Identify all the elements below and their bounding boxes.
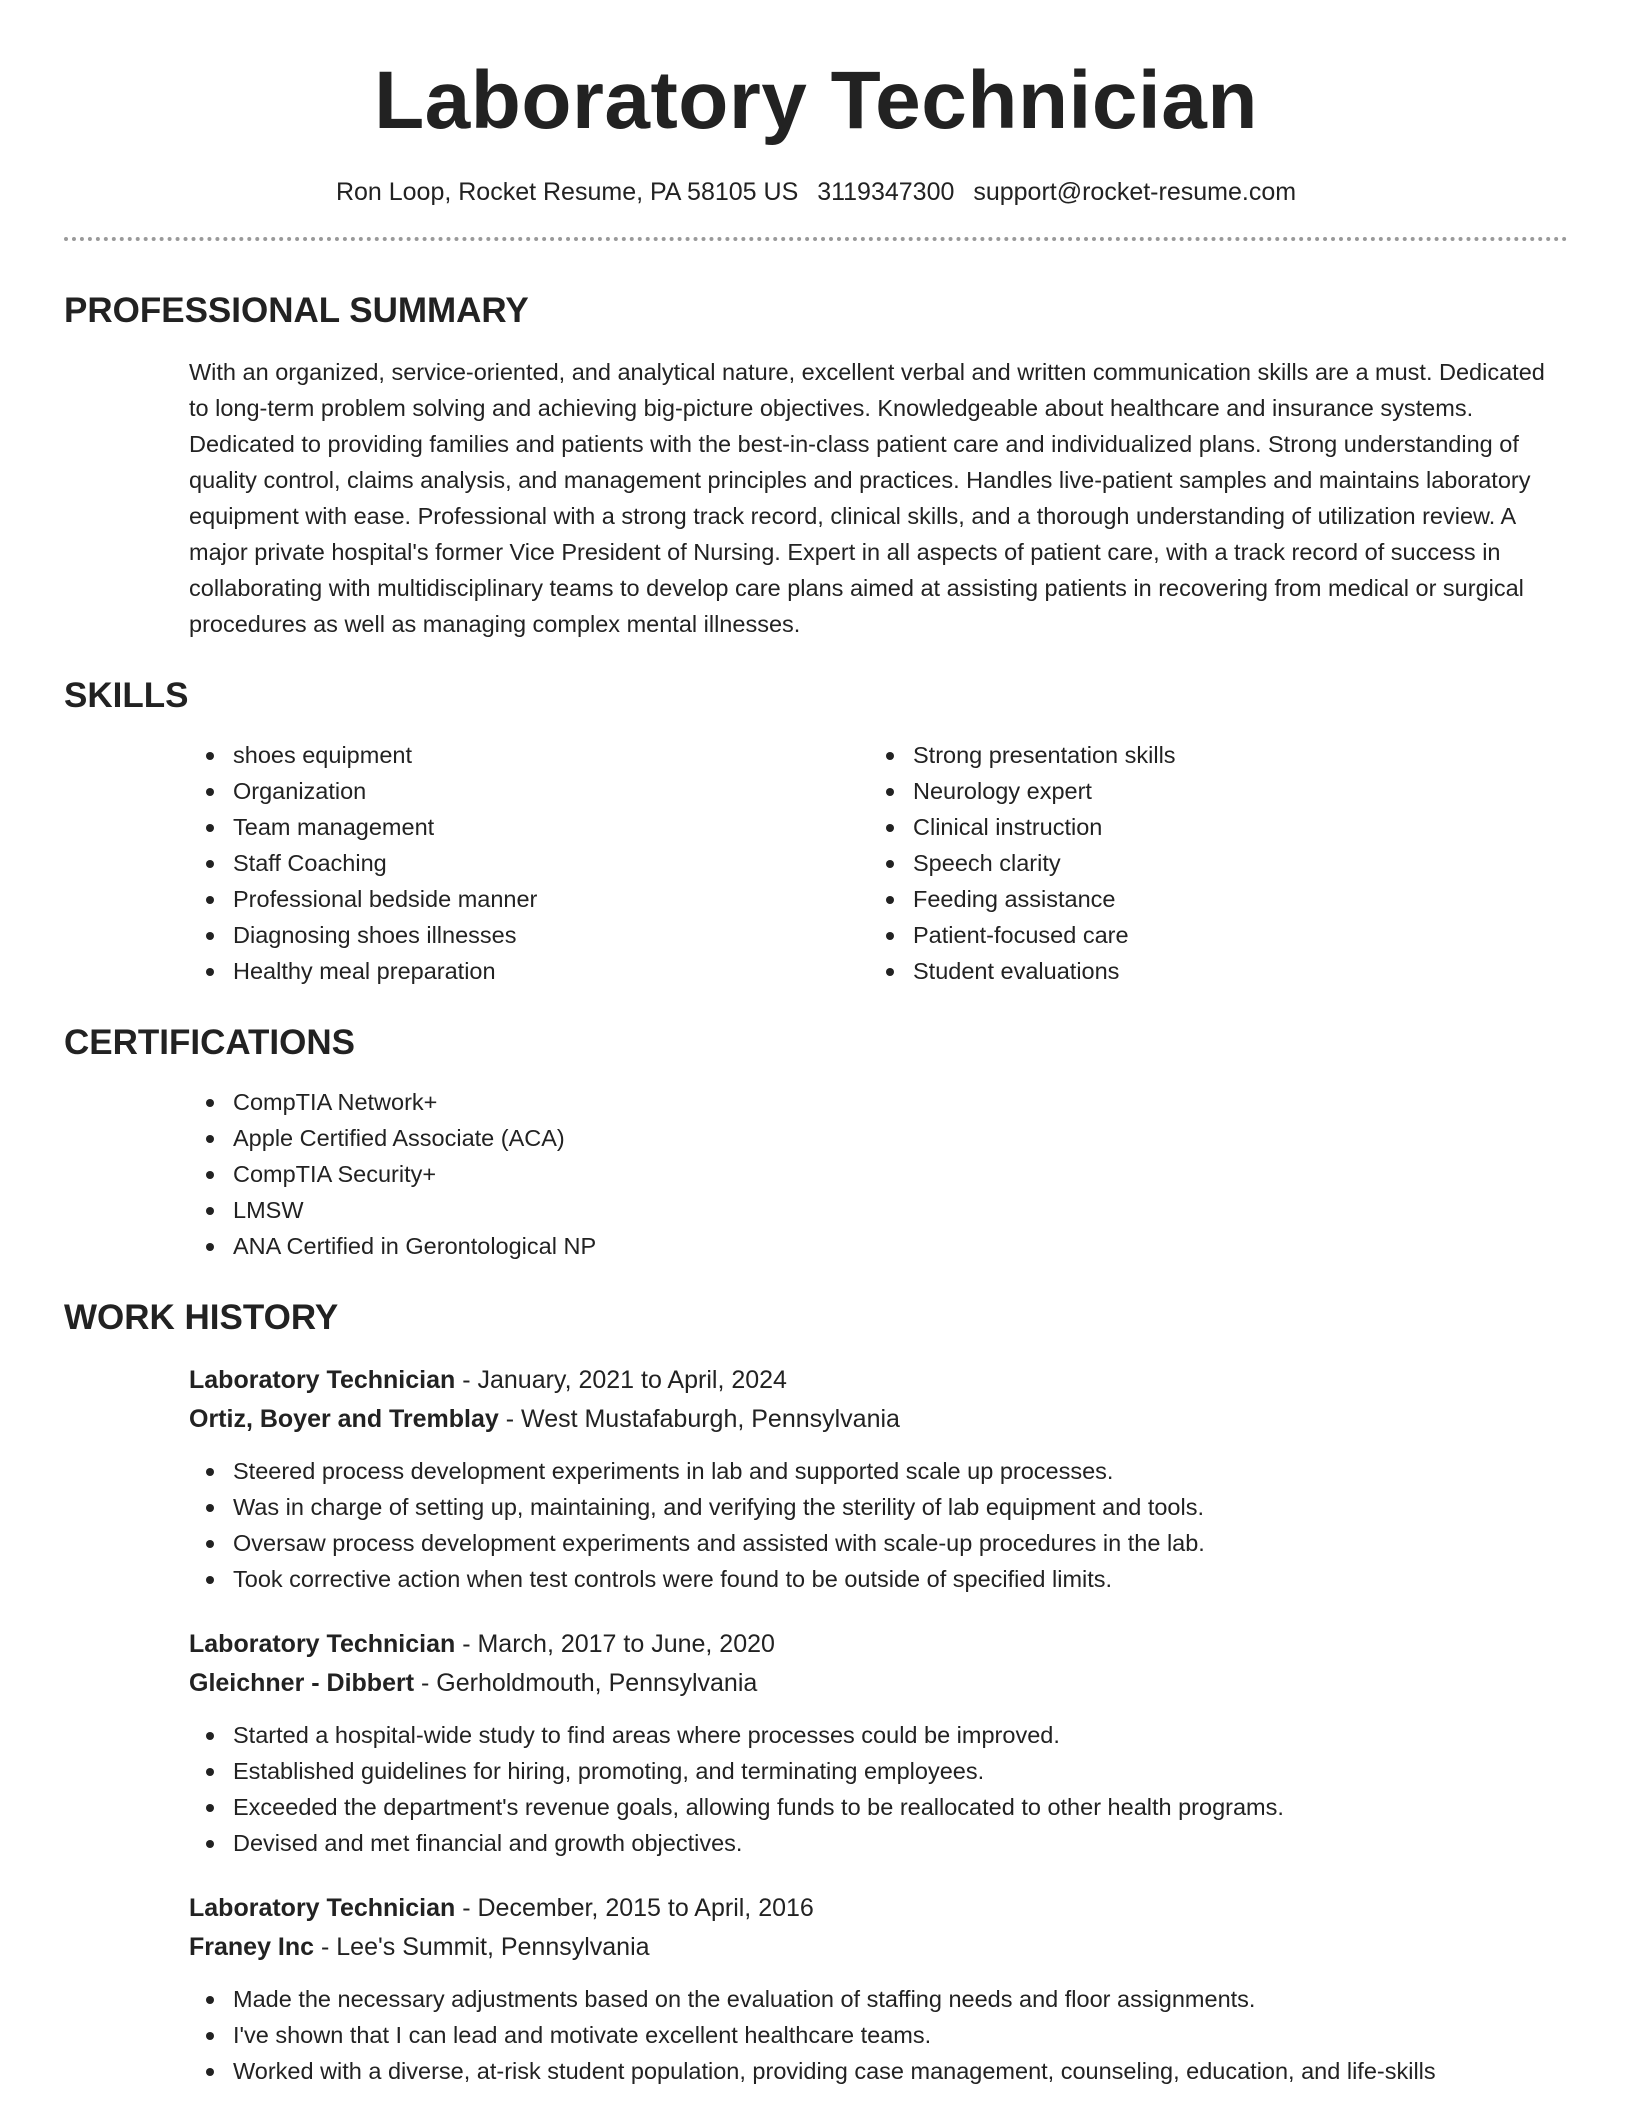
resume-page [64, 0, 1568, 2089]
certification-item: ANA Certified in Gerontological NP [189, 1228, 1568, 1264]
skill-item: Staff Coaching [189, 845, 869, 881]
job-company: Ortiz, Boyer and Tremblay [189, 1405, 499, 1433]
skills-list-left [189, 737, 869, 989]
job-bullets [189, 1981, 1568, 2089]
skills-section [64, 678, 1568, 989]
job-bullets [189, 1717, 1568, 1861]
job-bullet: Started a hospital-wide study to find areas where processes could be improved. [189, 1717, 1568, 1753]
skill-item: Student evaluations [869, 953, 1549, 989]
skill-item: Professional bedside manner [189, 881, 869, 917]
job-dates: - January, 2021 to April, 2024 [455, 1366, 787, 1394]
job-title-line [189, 1625, 1568, 1664]
contact-phone: 3119347300 [817, 178, 955, 206]
skill-item: shoes equipment [189, 737, 869, 773]
job-bullets [189, 1453, 1568, 1597]
job-title: Laboratory Technician [189, 1630, 456, 1658]
summary-heading: PROFESSIONAL SUMMARY [64, 291, 529, 330]
skills-heading: SKILLS [64, 676, 189, 715]
job-bullet: Exceeded the department's revenue goals, allowing funds to be reallocated to other health programs. [189, 1789, 1568, 1825]
job-title-line [189, 1361, 1568, 1400]
job-company-line [189, 1928, 1568, 1967]
job-title-line [189, 1889, 1568, 1928]
job-entry [189, 1625, 1568, 1861]
job-bullet: Oversaw process development experiments and assisted with scale-up procedures in the lab. [189, 1525, 1568, 1561]
work-history-heading: WORK HISTORY [64, 1298, 339, 1337]
job-bullet: Steered process development experiments in lab and supported scale up processes. [189, 1453, 1568, 1489]
skill-item: Patient-focused care [869, 917, 1549, 953]
header-divider [64, 237, 1568, 241]
skill-item: Neurology expert [869, 773, 1549, 809]
job-dates: - December, 2015 to April, 2016 [455, 1894, 814, 1922]
job-entry [189, 1889, 1568, 2089]
certification-item: LMSW [189, 1192, 1568, 1228]
contact-address: Ron Loop, Rocket Resume, PA 58105 US [335, 178, 799, 206]
certifications-list [189, 1084, 1568, 1264]
job-location: - Gerholdmouth, Pennsylvania [414, 1669, 758, 1697]
job-bullet: I've shown that I can lead and motivate excellent healthcare teams. [189, 2017, 1568, 2053]
skills-list-right [869, 737, 1549, 989]
skill-item: Team management [189, 809, 869, 845]
job-company: Franey Inc [189, 1933, 315, 1961]
job-location: - West Mustafaburgh, Pennsylvania [498, 1405, 900, 1433]
job-company: Gleichner - Dibbert [189, 1669, 415, 1697]
job-title: Laboratory Technician [189, 1366, 456, 1394]
skill-item: Healthy meal preparation [189, 953, 869, 989]
job-bullet: Worked with a diverse, at-risk student population, providing case management, counseling, education, and life-skills [189, 2053, 1568, 2089]
contact-email: support@rocket-resume.com [973, 178, 1297, 206]
job-dates: - March, 2017 to June, 2020 [455, 1630, 775, 1658]
summary-section [64, 293, 1568, 642]
certification-item: Apple Certified Associate (ACA) [189, 1120, 1568, 1156]
summary-text: With an organized, service-oriented, and analytical nature, excellent verbal and written communication skills are a must. Dedicated to long-term problem solving and achieving big-picture objectives. Knowledgeable about healthcare and insurance systems. Dedicated to providing families and patients with the best-in-class patient care and individualized plans. Strong understanding of quality control, claims analysis, and management principles and practices. Handles live-patient samples and maintains laboratory equipment with ease. Professional with a strong track record, clinical skills, and a thorough understanding of utilization review. A major private hospital's former Vice President of Nursing. Expert in all aspects of patient care, with a track record of success in collaborating with multidisciplinary teams to develop care plans aimed at assisting patients in recovering from medical or surgical procedures as well as managing complex mental illnesses. [189, 359, 1545, 637]
job-company-line [189, 1400, 1568, 1439]
skill-item: Speech clarity [869, 845, 1549, 881]
skill-item: Diagnosing shoes illnesses [189, 917, 869, 953]
job-bullet: Devised and met financial and growth objectives. [189, 1825, 1568, 1861]
certification-item: CompTIA Security+ [189, 1156, 1568, 1192]
certification-item: CompTIA Network+ [189, 1084, 1568, 1120]
resume-title: Laboratory Technician [374, 55, 1258, 146]
skill-item: Organization [189, 773, 869, 809]
job-entry [189, 1361, 1568, 1597]
skill-item: Feeding assistance [869, 881, 1549, 917]
skill-item: Clinical instruction [869, 809, 1549, 845]
job-company-line [189, 1664, 1568, 1703]
job-bullet: Was in charge of setting up, maintaining, and verifying the sterility of lab equipment and tools. [189, 1489, 1568, 1525]
job-bullet: Established guidelines for hiring, promoting, and terminating employees. [189, 1753, 1568, 1789]
skill-item: Strong presentation skills [869, 737, 1549, 773]
work-history-section [64, 1300, 1568, 2089]
job-location: - Lee's Summit, Pennsylvania [314, 1933, 650, 1961]
job-title: Laboratory Technician [189, 1894, 456, 1922]
contact-line [64, 178, 1568, 207]
job-bullet: Took corrective action when test controls were found to be outside of specified limits. [189, 1561, 1568, 1597]
certifications-heading: CERTIFICATIONS [64, 1023, 356, 1062]
job-bullet: Made the necessary adjustments based on the evaluation of staffing needs and floor assignments. [189, 1981, 1568, 2017]
certifications-section [64, 1025, 1568, 1264]
